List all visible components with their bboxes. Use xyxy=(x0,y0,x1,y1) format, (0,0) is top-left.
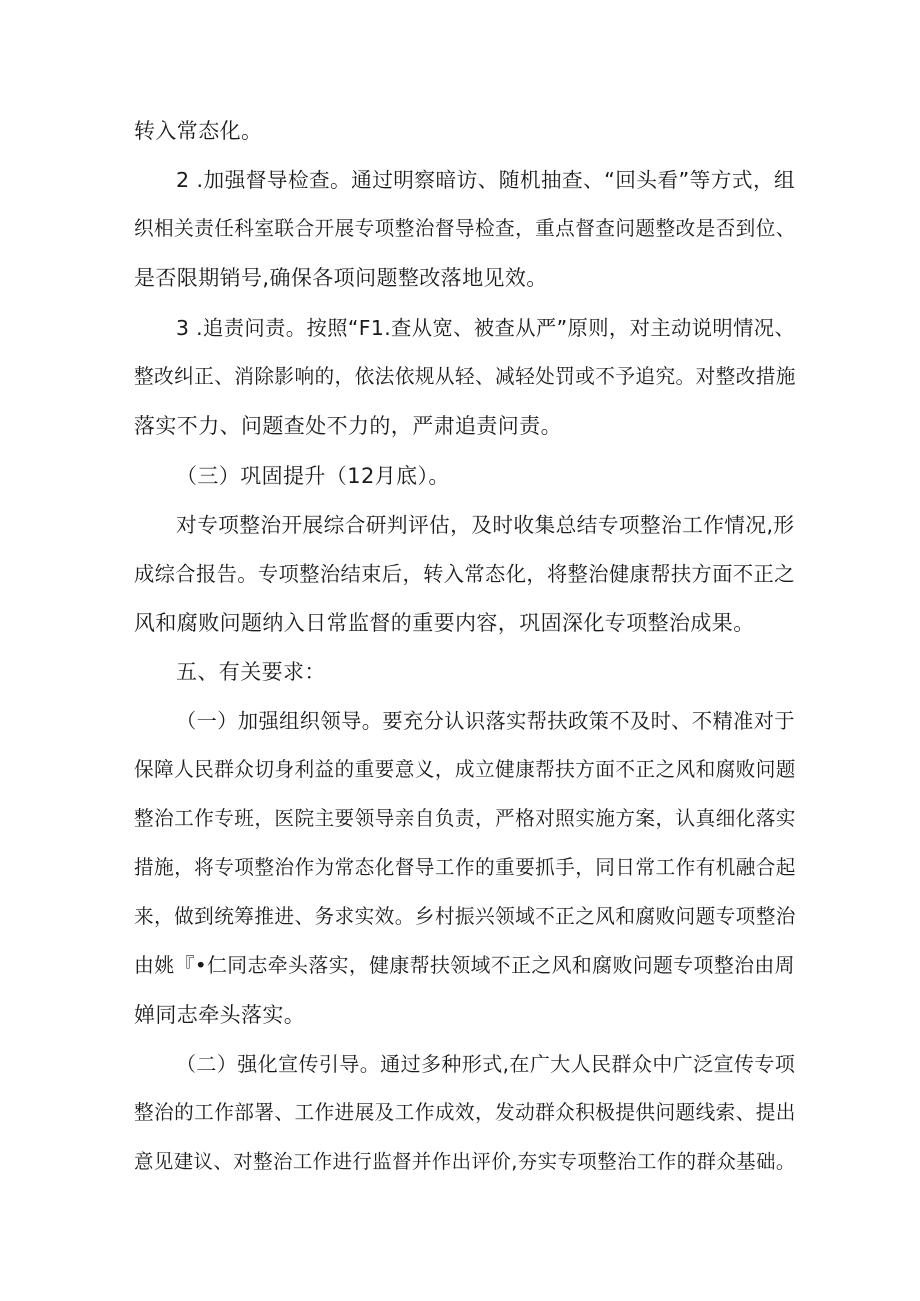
paragraph-line: 整治的工作部署、工作进展及工作成效，发动群众积极提供问题线索、提出 xyxy=(134,1101,796,1124)
paragraph-line: 落实不力、问题查处不力的，严肃追责问责。 xyxy=(134,414,562,438)
paragraph-line: 整改纠正、消除影响的，依法依规从轻、减轻处罚或不予追究。对整改措施 xyxy=(134,365,796,388)
paragraph-line: 风和腐败问题纳入日常监督的重要内容，巩固深化专项整治成果。 xyxy=(134,611,755,635)
paragraph-line: 织相关责任科室联合开展专项整治督导检查，重点督查问题整改是否到位、 xyxy=(134,217,796,240)
paragraph-line: 对专项整治开展综合研判评估，及时收集总结专项整治工作情况,形 xyxy=(176,513,795,537)
paragraph-line: 3 .追责问责。按照“F1.查从宽、被查从严”原则，对主动说明情况、 xyxy=(176,316,796,340)
paragraph-line: 2 .加强督导检查。通过明察暗访、随机抽查、“回头看”等方式，组 xyxy=(176,168,796,192)
paragraph-line: 转入常态化。 xyxy=(134,119,263,143)
paragraph-line: （二）强化宣传引导。通过多种形式,在广大人民群众中广泛宣传专项 xyxy=(176,1052,796,1076)
section-heading: （三）巩固提升（12月底）。 xyxy=(176,464,450,488)
paragraph-line: 成综合报告。专项整治结束后，转入常态化，将整治健康帮扶方面不正之 xyxy=(134,562,795,586)
paragraph-line: 是否限期销号,确保各项问题整改落地见效。 xyxy=(134,266,548,290)
paragraph-line: 由姚『•仁同志牵头落实，健康帮扶领域不正之风和腐败问题专项整治由周 xyxy=(134,954,795,977)
paragraph-line: 整治工作专班，医院主要领导亲自负责，严格对照实施方案，认真细化落实 xyxy=(134,807,796,830)
paragraph-line: 意见建议、对整治工作进行监督并作出评价,夯实专项整治工作的群众基础。 xyxy=(134,1150,796,1173)
paragraph-line: 婵同志牵头落实。 xyxy=(134,1003,306,1027)
paragraph-line: （一）加强组织领导。要充分认识落实帮扶政策不及时、不精准对于 xyxy=(176,709,796,733)
section-heading: 五、有关要求： xyxy=(176,660,326,684)
paragraph-line: 来，做到统筹推进、务求实效。乡村振兴领域不正之风和腐败问题专项整治 xyxy=(134,905,796,928)
paragraph-line: 措施，将专项整治作为常态化督导工作的重要抓手，同日常工作有机融合起 xyxy=(134,856,796,879)
paragraph-line: 保障人民群众切身利益的重要意义，成立健康帮扶方面不正之风和腐败问题 xyxy=(134,758,796,781)
